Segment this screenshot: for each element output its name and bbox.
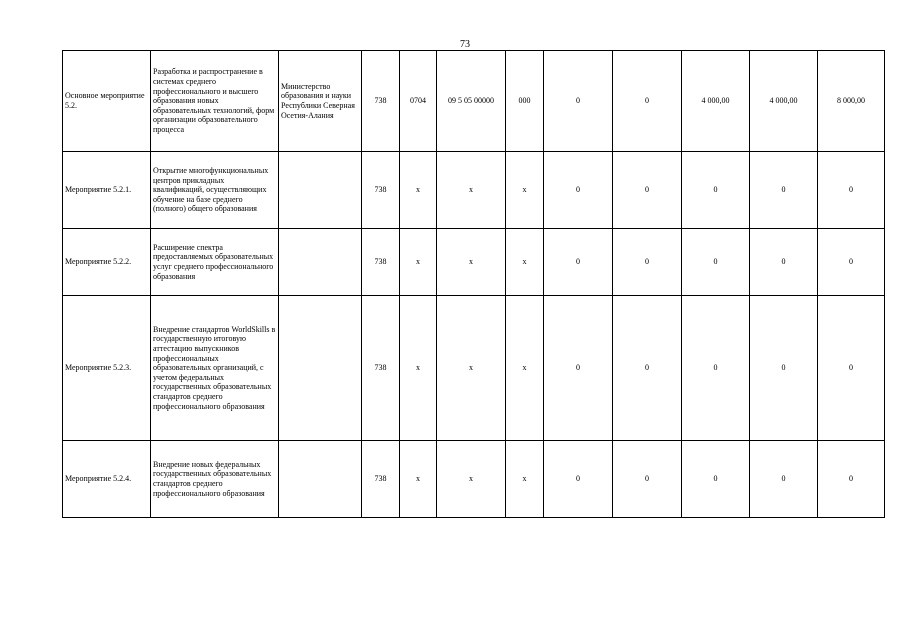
amount-3: 0: [682, 296, 750, 441]
amount-total: 8 000,00: [818, 51, 885, 152]
grbs-code: 738: [362, 441, 400, 518]
grbs-code: 738: [362, 152, 400, 229]
measure-description: Расширение спектра предоставляемых образовательных услуг среднего профессионального образования: [151, 229, 279, 296]
amount-4: 0: [750, 296, 818, 441]
amount-1: 0: [544, 229, 613, 296]
rzpr-code: х: [400, 152, 437, 229]
amount-1: 0: [544, 441, 613, 518]
measure-executor: [279, 441, 362, 518]
measure-name: Мероприятие 5.2.3.: [63, 296, 151, 441]
measure-description: Разработка и распространение в системах среднего профессионального и высшего образования новых образовательных технологий, форм организации образовательного процесса: [151, 51, 279, 152]
measure-name: Мероприятие 5.2.1.: [63, 152, 151, 229]
measure-name: Мероприятие 5.2.4.: [63, 441, 151, 518]
csr-code: х: [437, 441, 506, 518]
amount-3: 0: [682, 441, 750, 518]
measure-executor: [279, 229, 362, 296]
table-row: [63, 229, 885, 296]
measure-name: Мероприятие 5.2.2.: [63, 229, 151, 296]
amount-2: 0: [613, 296, 682, 441]
vr-code: х: [506, 296, 544, 441]
vr-code: х: [506, 152, 544, 229]
grbs-code: 738: [362, 296, 400, 441]
amount-total: 0: [818, 441, 885, 518]
measure-description: Внедрение стандартов WorldSkills в государственную итоговую аттестацию выпускников профессиональных образовательных организаций, с учетом федеральных государственных образовательных стандартов среднего профессионального образования: [151, 296, 279, 441]
vr-code: х: [506, 229, 544, 296]
csr-code: х: [437, 152, 506, 229]
measure-executor: [279, 152, 362, 229]
grbs-code: 738: [362, 229, 400, 296]
table-row: [63, 441, 885, 518]
rzpr-code: х: [400, 229, 437, 296]
amount-3: 0: [682, 229, 750, 296]
amount-2: 0: [613, 441, 682, 518]
measure-name: Основное мероприятие 5.2.: [63, 51, 151, 152]
amount-4: 4 000,00: [750, 51, 818, 152]
csr-code: х: [437, 296, 506, 441]
amount-1: 0: [544, 296, 613, 441]
grbs-code: 738: [362, 51, 400, 152]
amount-total: 0: [818, 229, 885, 296]
table-row: [63, 296, 885, 441]
table-row: [63, 51, 885, 152]
csr-code: х: [437, 229, 506, 296]
amount-2: 0: [613, 152, 682, 229]
csr-code: 09 5 05 00000: [437, 51, 506, 152]
amount-1: 0: [544, 152, 613, 229]
rzpr-code: 0704: [400, 51, 437, 152]
rzpr-code: х: [400, 296, 437, 441]
amount-4: 0: [750, 152, 818, 229]
amount-3: 0: [682, 152, 750, 229]
amount-4: 0: [750, 229, 818, 296]
vr-code: х: [506, 441, 544, 518]
amount-total: 0: [818, 152, 885, 229]
measure-description: Внедрение новых федеральных государственных образовательных стандартов среднего профессионального образования: [151, 441, 279, 518]
amount-2: 0: [613, 229, 682, 296]
table-row: [63, 152, 885, 229]
measure-executor: [279, 296, 362, 441]
amount-3: 4 000,00: [682, 51, 750, 152]
page-number: 73: [460, 39, 470, 50]
rzpr-code: х: [400, 441, 437, 518]
measure-executor: Министерство образования и науки Республики Северная Осетия-Алания: [279, 51, 362, 152]
amount-total: 0: [818, 296, 885, 441]
program-budget-table: [62, 50, 885, 518]
amount-4: 0: [750, 441, 818, 518]
amount-2: 0: [613, 51, 682, 152]
measure-description: Открытие многофункциональных центров прикладных квалификаций, осуществляющих обучение на базе среднего (полного) общего образования: [151, 152, 279, 229]
vr-code: 000: [506, 51, 544, 152]
amount-1: 0: [544, 51, 613, 152]
